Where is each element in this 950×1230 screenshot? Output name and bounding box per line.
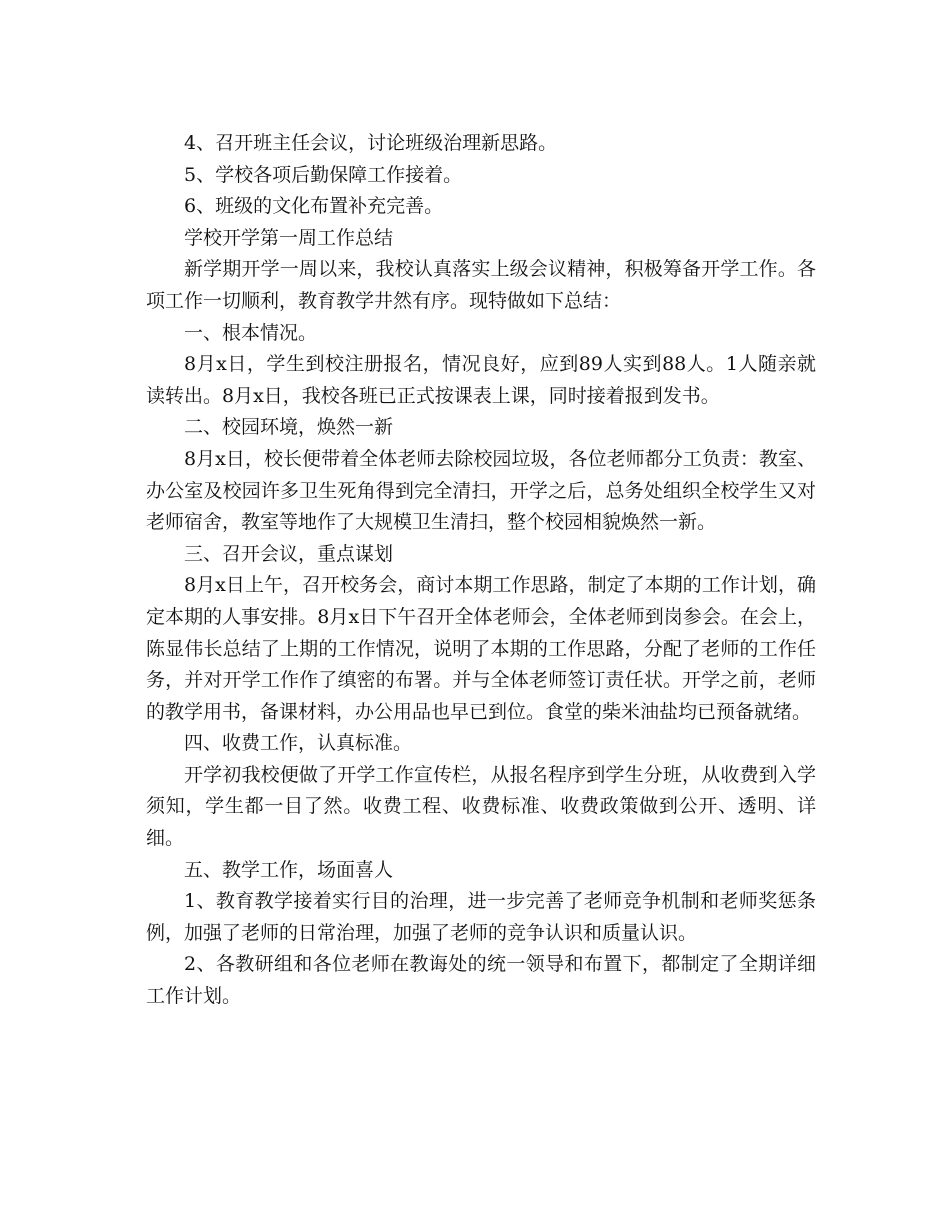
section-heading-5: 五、教学工作，场面喜人 [184, 858, 394, 881]
section-body-1: 8月x日，学生到校注册报名，情况良好，应到89人实到88人。1人随亲就读转出。8月x日，我校各班已正式按课表上课，同时接着报到发书。 [146, 353, 816, 407]
document-body [146, 128, 816, 1013]
section-heading-2: 二、校园环境，焕然一新 [184, 416, 394, 439]
section-heading-1: 一、根本情况。 [184, 321, 318, 344]
document-title: 学校开学第一周工作总结 [184, 226, 394, 249]
section-body-2: 8月x日，校长便带着全体老师去除校园垃圾，各位老师都分工负责：教室、办公室及校园许多卫生死角得到完全清扫，开学之后，总务处组织全校学生又对老师宿舍，教室等地作了大规模卫生清扫，整个校园相貌焕然一新。 [146, 447, 816, 534]
list-item: 6、班级的文化布置补充完善。 [184, 195, 444, 218]
list-item: 4、召开班主任会议，讨论班级治理新思路。 [184, 132, 558, 154]
section-body-5-item-1: 1、教育教学接着实行目的治理，进一步完善了老师竞争机制和老师奖惩条例，加强了老师的日常治理，加强了老师的竞争认识和质量认识。 [146, 890, 816, 944]
section-heading-4: 四、收费工作，认真标准。 [184, 732, 413, 755]
section-body-4: 开学初我校便做了开学工作宣传栏，从报名程序到学生分班，从收费到入学须知，学生都一目了然。收费工程、收费标准、收费政策做到公开、透明、详细。 [146, 763, 816, 850]
list-item: 5、学校各项后勤保障工作接着。 [184, 163, 463, 186]
intro-paragraph: 新学期开学一周以来，我校认真落实上级会议精神，积极筹备开学工作。各项工作一切顺利，教育教学井然有序。现特做如下总结： [146, 258, 816, 312]
section-heading-3: 三、召开会议，重点谋划 [184, 542, 394, 565]
section-body-5-item-2: 2、各教研组和各位老师在教诲处的统一领导和布置下，都制定了全期详细工作计划。 [146, 953, 816, 1008]
section-body-3: 8月x日上午，召开校务会，商讨本期工作思路，制定了本期的工作计划，确定本期的人事安排。8月x日下午召开全体老师会，全体老师到岗参会。在会上，陈显伟长总结了上期的工作情况，说明了本期的工作思路，分配了老师的工作任务，并对开学工作作了缜密的布署。并与全体老师签订责任状。开学之前，老师的教学用书，备课材料，办公用品也早已到位。食堂的柴米油盐均已预备就绪。 [146, 574, 816, 723]
